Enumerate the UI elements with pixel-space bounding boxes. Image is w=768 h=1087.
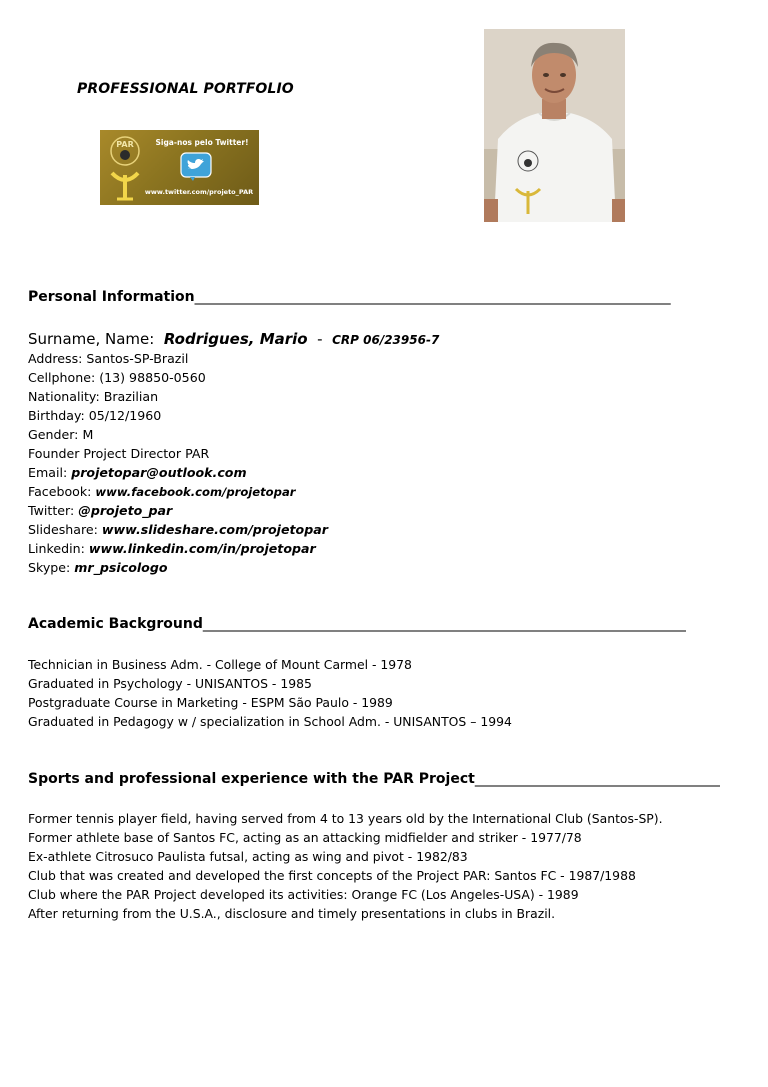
section-heading-sports: Sports and professional experience with the PAR Project___________________________________ <box>28 771 720 787</box>
academic-item: Postgraduate Course in Marketing - ESPM São Paulo - 1989 <box>28 695 393 710</box>
info-role: Founder Project Director PAR <box>28 446 210 461</box>
page-title: PROFESSIONAL PORTFOLIO <box>77 81 294 97</box>
info-skype: Skype: mr_psicologo <box>28 560 168 575</box>
twitter-url[interactable]: www.twitter.com/projeto_PAR <box>144 188 254 196</box>
info-gender: Gender: M <box>28 427 94 442</box>
info-address: Address: Santos-SP-Brazil <box>28 351 189 366</box>
linkedin-link[interactable]: www.linkedin.com/in/projetopar <box>88 541 316 556</box>
name-value: Rodrigues, Mario <box>163 330 308 348</box>
info-facebook: Facebook: www.facebook.com/projetopar <box>28 484 296 499</box>
info-slideshare: Slideshare: www.slideshare.com/projetopar <box>28 522 328 537</box>
person-photo-icon <box>484 29 625 222</box>
skype-link[interactable]: mr_psicologo <box>74 560 168 575</box>
name-separator: - <box>317 330 323 348</box>
info-birthday: Birthday: 05/12/1960 <box>28 408 162 423</box>
info-twitter: Twitter: @projeto_par <box>28 503 173 518</box>
sports-item: Ex-athlete Citrosuco Paulista futsal, acting as wing and pivot - 1982/83 <box>28 849 468 864</box>
info-email: Email: projetopar@outlook.com <box>28 465 247 480</box>
email-link[interactable]: projetopar@outlook.com <box>71 465 247 480</box>
academic-item: Graduated in Psychology - UNISANTOS - 1985 <box>28 676 312 691</box>
profile-photo <box>484 29 625 222</box>
twitter-link[interactable]: @projeto_par <box>78 503 173 518</box>
sports-item: Club that was created and developed the first concepts of the Project PAR: Santos FC - 1987/1988 <box>28 868 636 883</box>
academic-item: Graduated in Pedagogy w / specialization in School Adm. - UNISANTOS – 1994 <box>28 714 512 729</box>
sports-item: Former athlete base of Santos FC, acting as an attacking midfielder and striker - 1977/78 <box>28 830 582 845</box>
name-line <box>28 330 439 349</box>
twitter-banner[interactable] <box>100 130 259 205</box>
academic-item: Technician in Business Adm. - College of Mount Carmel - 1978 <box>28 657 412 672</box>
facebook-link[interactable]: www.facebook.com/projetopar <box>95 485 296 499</box>
sports-item: Club where the PAR Project developed its activities: Orange FC (Los Angeles-USA) - 1989 <box>28 887 579 902</box>
name-label: Surname, Name: <box>28 330 155 348</box>
crp-number: CRP 06/23956-7 <box>332 333 440 347</box>
svg-text:PAR: PAR <box>116 140 134 149</box>
section-heading-personal: Personal Information____________________________________________________________________ <box>28 289 671 305</box>
info-cellphone: Cellphone: (13) 98850-0560 <box>28 370 206 385</box>
info-nationality: Nationality: Brazilian <box>28 389 159 404</box>
section-heading-academic: Academic Background_____________________________________________________________________ <box>28 616 686 632</box>
sports-item: After returning from the U.S.A., disclosure and timely presentations in clubs in Brazil. <box>28 906 556 921</box>
twitter-bird-icon <box>180 152 212 182</box>
twitter-caption: Siga-nos pelo Twitter! <box>155 138 249 147</box>
slideshare-link[interactable]: www.slideshare.com/projetopar <box>101 522 328 537</box>
info-linkedin: Linkedin: www.linkedin.com/in/projetopar <box>28 541 316 556</box>
sports-item: Former tennis player field, having served from 4 to 13 years old by the International Club (Santos-SP). <box>28 811 663 826</box>
